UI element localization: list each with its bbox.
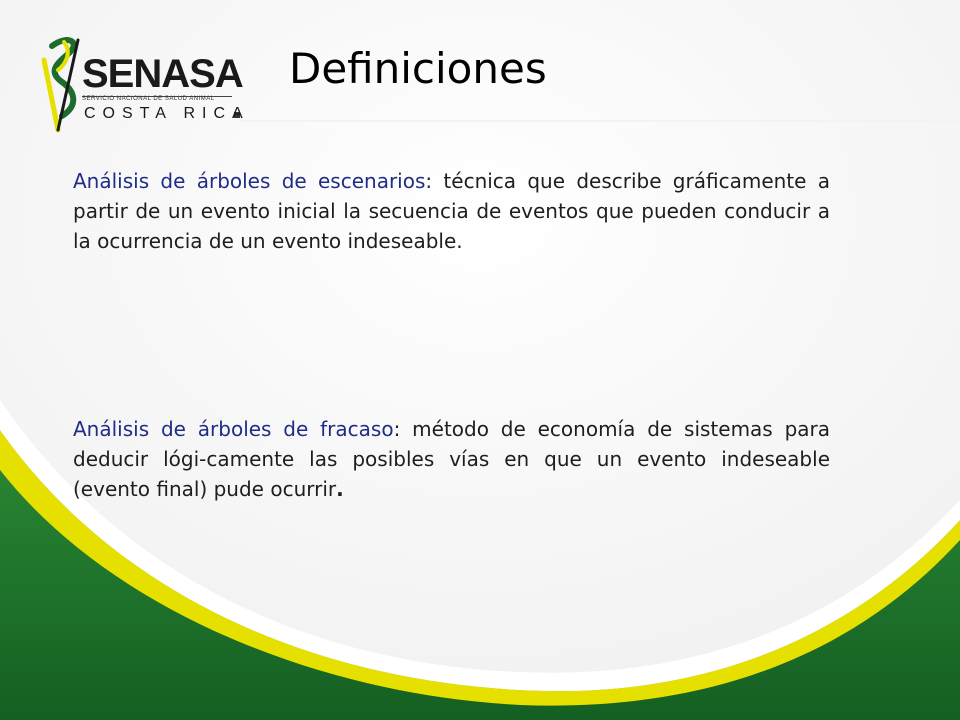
logo-wordmark: SENASA [82, 52, 243, 96]
definition-failure-trees [73, 414, 830, 504]
definition-scenario-trees [73, 166, 830, 256]
definition-separator: : [393, 417, 401, 441]
senasa-logo [38, 34, 248, 144]
definition-term: Análisis de árboles de escenarios [73, 169, 426, 193]
logo-country: COSTA RICA [84, 105, 250, 122]
definition-term: Análisis de árboles de fracaso [73, 417, 394, 441]
definition-description: método de economía de sistemas para deducir lógi-camente las posibles vías en que un evento indeseable (evento final) pude ocurrir [73, 417, 830, 501]
definition-separator: : [425, 169, 433, 193]
definition-end-mark: . [336, 477, 344, 501]
page-title: Definiciones [289, 44, 547, 93]
logo-subtitle: SERVICIO NACIONAL DE SALUD ANIMAL [82, 96, 215, 102]
definition-description: técnica que describe gráficamente a partir de un evento inicial la secuencia de eventos que pueden conducir a la ocurrencia de un evento indeseable. [73, 169, 830, 253]
